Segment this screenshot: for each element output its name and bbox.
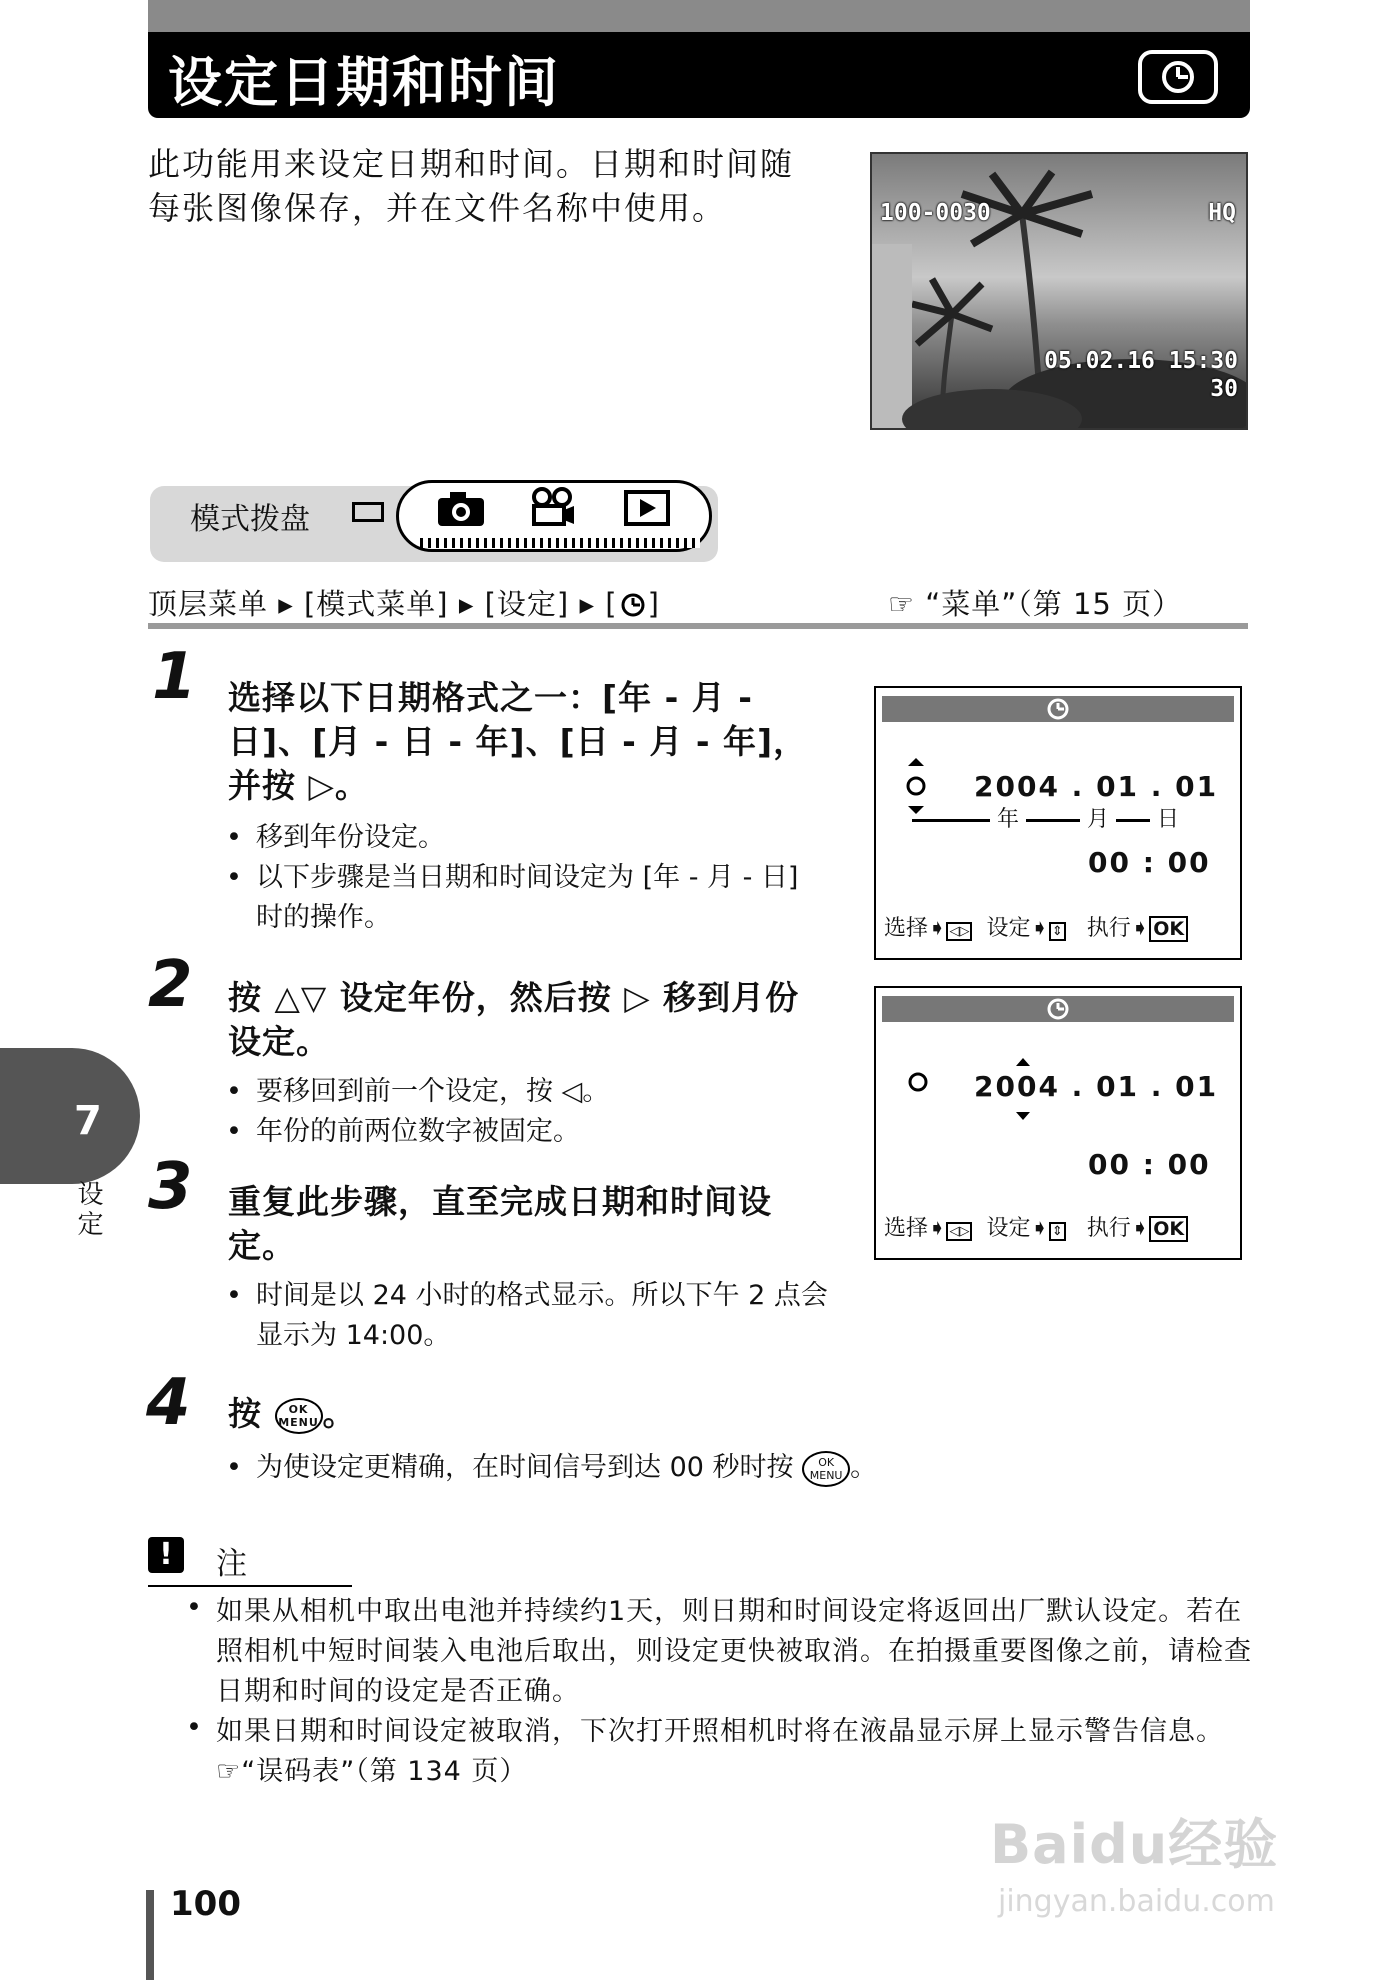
screen-2-time: 00 : 00 [1088, 1148, 1211, 1181]
chapter-label: 设定 [73, 1180, 103, 1240]
lcd-screen-2 [874, 986, 1242, 1260]
step-1-title: 选择以下日期格式之一：[年 - 月 - 日]、[月 - 日 - 年]、[日 - 月 - 年]，并按 ▷。 [228, 678, 808, 805]
screen-header [882, 696, 1234, 722]
photo-remaining: 30 [1210, 376, 1238, 402]
step-4-title: 按 OK MENU 。 [228, 1394, 357, 1433]
photo-datetime: 05.02.16 15:30 [1044, 348, 1238, 374]
page-number-bar [146, 1890, 154, 1980]
screen-2-date: 2004 . 01 . 01 [974, 1070, 1219, 1103]
note-item-2: 如果日期和时间设定被取消，下次打开照相机时将在液晶显示屏上显示警告信息。☞“误码表”（第 134 页） [216, 1716, 1224, 1787]
screen-1-format: 年 月 日 [912, 802, 1179, 833]
cycle-icon [904, 1070, 932, 1094]
reference-icon: ☞ [216, 1756, 242, 1787]
note-underline [148, 1585, 352, 1587]
clock-icon [1138, 50, 1218, 104]
list-item: • 以下步骤是当日期和时间设定为 [年 - 月 - 日] 时的操作。 [226, 862, 799, 933]
menu-path-end: ] [647, 587, 660, 621]
list-item: • 年份的前两位数字被固定。 [226, 1116, 580, 1147]
menu-path [148, 582, 660, 623]
screen-1-date: 2004 . 01 . 01 [974, 770, 1219, 803]
photo-file-number: 100-0030 [880, 200, 991, 226]
section-rule [148, 623, 1248, 629]
header-top-strip [148, 0, 1250, 32]
note-label: 注 [216, 1546, 247, 1582]
step-3-title: 重复此步骤，直至完成日期和时间设定。 [228, 1182, 772, 1265]
screen-header [882, 996, 1234, 1022]
sample-photo [870, 152, 1248, 430]
step-2-title: 按 △▽ 设定年份，然后按 ▷ 移到月份设定。 [228, 978, 800, 1061]
movie-icon [528, 486, 578, 530]
chapter-number: 7 [74, 1098, 102, 1144]
note-bullet-2: • [186, 1712, 202, 1743]
lcd-screen-1 [874, 686, 1242, 960]
caution-icon: ! [148, 1537, 184, 1573]
watermark-url: jingyan.baidu.com [998, 1884, 1275, 1919]
screen-1-time: 00 : 00 [1088, 846, 1211, 879]
list-item: • 要移回到前一个设定，按 ◁。 [226, 1076, 610, 1107]
step-4-number: 4 [146, 1366, 191, 1440]
menu-reference-text: “菜单”（第 15 页） [925, 587, 1183, 621]
step-2-number: 2 [148, 948, 193, 1022]
page-number: 100 [170, 1884, 241, 1924]
ok-menu-button-icon: OK MENU [275, 1398, 323, 1434]
menu-reference [888, 582, 1182, 623]
dial-indicator-icon [352, 502, 384, 522]
photo-quality: HQ [1208, 200, 1236, 226]
mode-dial-label: 模式拨盘 [190, 502, 310, 537]
clock-small-icon [618, 592, 648, 618]
ok-menu-button-icon: OK MENU [802, 1451, 850, 1487]
screen-1-footer: 选择➧ ◁▷ 设定➧ ⇕ 执行➧ OK [884, 911, 1188, 942]
step-1-number: 1 [152, 640, 197, 714]
page-title: 设定日期和时间 [168, 51, 560, 114]
step-4-bullets: • 为使设定更精确，在时间信号到达 00 秒时按 OK MENU 。 [226, 1448, 877, 1488]
camera-icon [436, 488, 488, 528]
screen-2-footer: 选择➧ ◁▷ 设定➧ ⇕ 执行➧ OK [884, 1211, 1188, 1242]
step-3-bullets [226, 1276, 836, 1356]
playback-icon [624, 490, 670, 528]
chapter-tab [0, 1048, 140, 1184]
step-1-bullets [226, 818, 816, 938]
watermark: Baidu经验 [990, 1813, 1279, 1876]
list-item: • 时间是以 24 小时的格式显示。所以下午 2 点会显示为 14:00。 [226, 1280, 828, 1351]
reference-icon: ☞ [888, 587, 915, 621]
dial-ticks [420, 538, 700, 548]
list-item: • 移到年份设定。 [226, 822, 445, 853]
step-2-bullets [226, 1072, 816, 1152]
step-3-number: 3 [148, 1150, 193, 1224]
menu-path-text: 顶层菜单 ▸ [模式菜单] ▸ [设定] ▸ [ [148, 587, 618, 621]
note-bullet-1: • [186, 1592, 202, 1623]
note-item-1: 如果从相机中取出电池并持续约1天，则日期和时间设定将返回出厂默认设定。若在照相机中短时间装入电池后取出，则设定更快被取消。在拍摄重要图像之前，请检查日期和时间的设定是否正确。 [216, 1596, 1252, 1707]
intro-text: 此功能用来设定日期和时间。日期和时间随每张图像保存，并在文件名称中使用。 [148, 145, 795, 227]
